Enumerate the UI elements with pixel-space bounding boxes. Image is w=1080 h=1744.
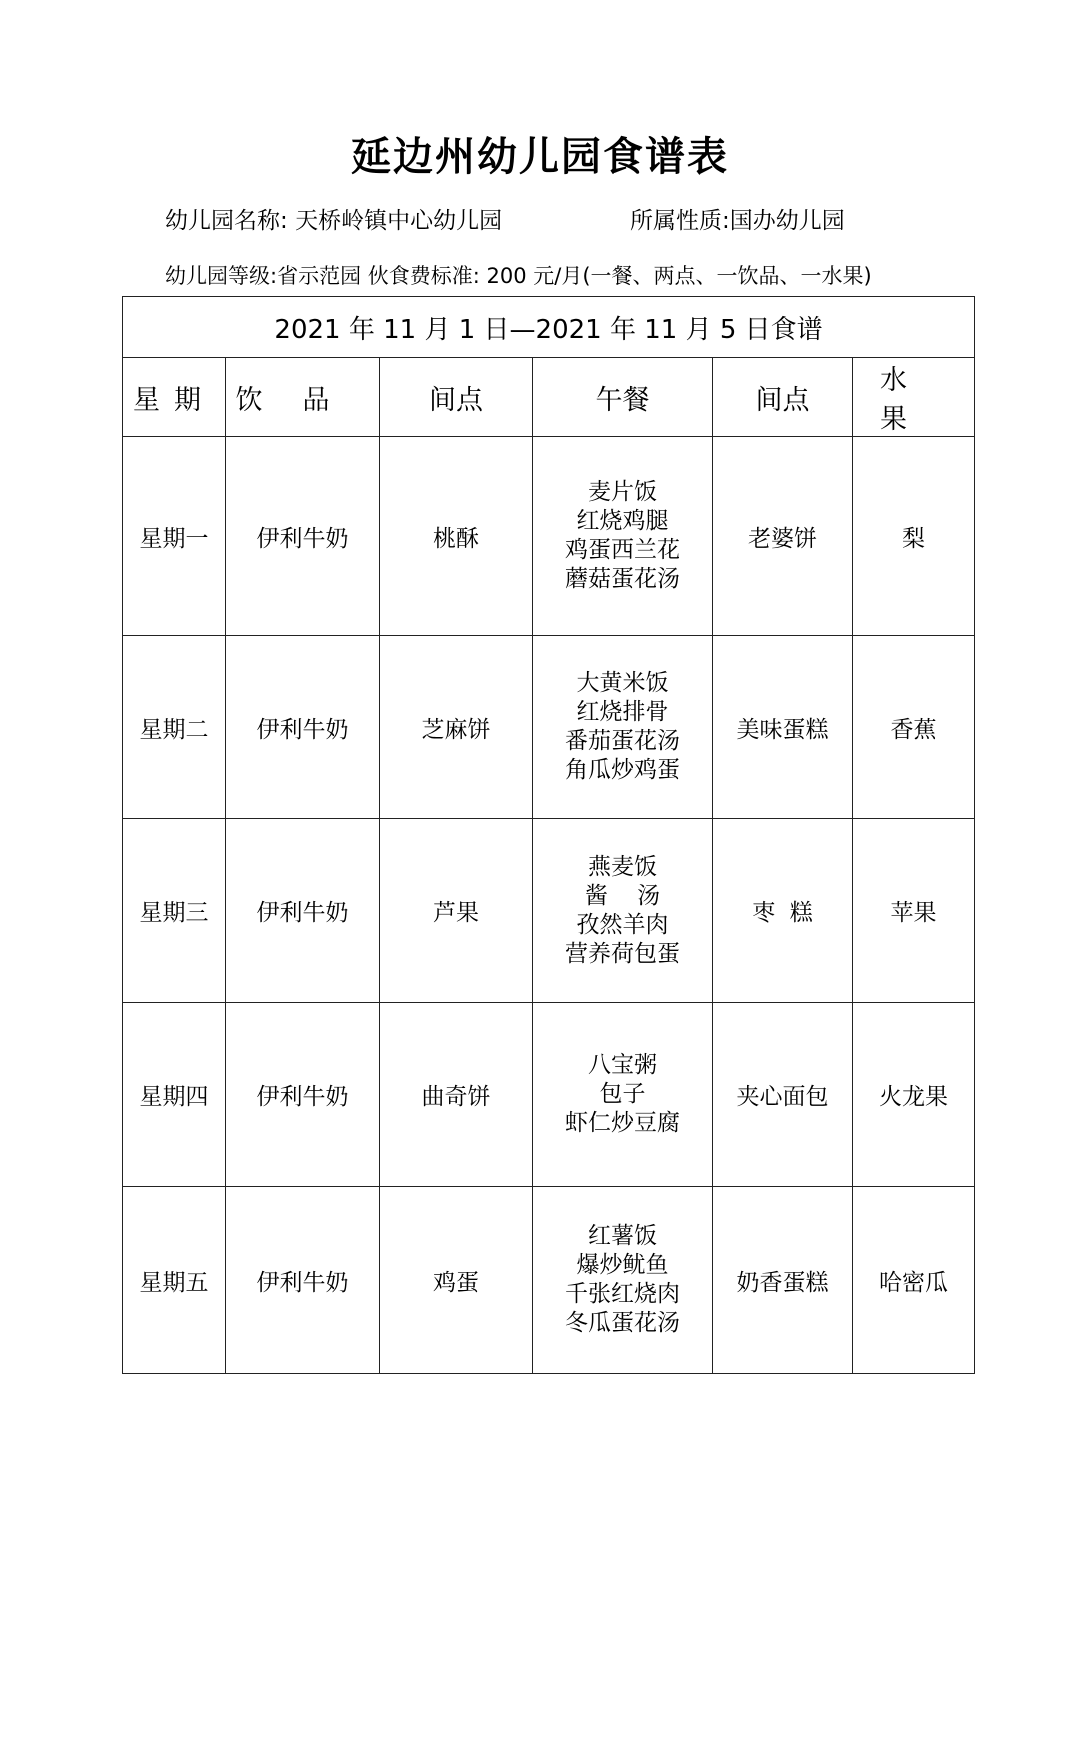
lunch-item: 千张红烧肉 — [565, 1281, 680, 1307]
drink-cell: 伊利牛奶 — [226, 819, 380, 1003]
date-range-row — [123, 297, 975, 358]
drink-cell: 伊利牛奶 — [226, 437, 380, 636]
snack-2-cell: 奶香蛋糕 — [713, 1187, 853, 1374]
snack-1-cell: 鸡蛋 — [380, 1187, 533, 1374]
page-title: 延边州幼儿园食谱表 — [351, 134, 729, 180]
day-cell: 星期一 — [123, 437, 226, 636]
lunch-cell — [533, 819, 713, 1003]
day-cell: 星期三 — [123, 819, 226, 1003]
header-fruit: 水果 — [853, 358, 975, 437]
drink-cell: 伊利牛奶 — [226, 636, 380, 819]
kindergarten-grade-fee: 幼儿园等级:省示范园 伙食费标准: 200 元/月(一餐、两点、一饮品、一水果) — [165, 264, 872, 288]
day-cell: 星期二 — [123, 636, 226, 819]
drink-cell: 伊利牛奶 — [226, 1003, 380, 1187]
kindergarten-name-value: 天桥岭镇中心幼儿园 — [295, 208, 503, 234]
lunch-item: 蘑菇蛋花汤 — [565, 566, 680, 592]
lunch-item: 营养荷包蛋 — [565, 940, 680, 967]
lunch-item: 孜然羊肉 — [576, 911, 669, 938]
table-row — [123, 1187, 975, 1374]
table-row — [123, 437, 975, 636]
lunch-item: 虾仁炒豆腐 — [565, 1110, 680, 1136]
lunch-cell — [533, 1003, 713, 1187]
fruit-cell: 香蕉 — [853, 636, 975, 819]
fruit-cell: 梨 — [853, 437, 975, 636]
header-snack-2: 间点 — [713, 358, 853, 437]
header-drink: 饮品 — [226, 358, 380, 437]
fruit-cell: 苹果 — [853, 819, 975, 1003]
lunch-item: 冬瓜蛋花汤 — [565, 1310, 680, 1336]
lunch-item: 燕麦饭 — [588, 853, 657, 880]
snack-1-cell: 桃酥 — [380, 437, 533, 636]
day-cell: 星期四 — [123, 1003, 226, 1187]
table-row — [123, 1003, 975, 1187]
snack-2-cell: 老婆饼 — [713, 437, 853, 636]
header-snack-1: 间点 — [380, 358, 533, 437]
lunch-item: 红烧鸡腿 — [576, 508, 669, 534]
menu-table — [122, 296, 975, 1374]
snack-1-cell: 曲奇饼 — [380, 1003, 533, 1187]
lunch-cell — [533, 636, 713, 819]
lunch-item: 酱 汤 — [584, 882, 661, 909]
date-range: 2021 年 11 月 1 日—2021 年 11 月 5 日食谱 — [123, 297, 975, 358]
lunch-item: 红薯饭 — [588, 1223, 657, 1249]
snack-2-cell: 夹心面包 — [713, 1003, 853, 1187]
kindergarten-name — [165, 202, 502, 235]
lunch-item: 角瓜炒鸡蛋 — [565, 757, 680, 783]
snack-2-cell: 枣 糕 — [713, 819, 853, 1003]
lunch-cell — [533, 1187, 713, 1374]
lunch-item: 番茄蛋花汤 — [565, 728, 680, 754]
kindergarten-name-label: 幼儿园名称: — [165, 208, 288, 234]
lunch-item: 鸡蛋西兰花 — [565, 537, 680, 563]
snack-1-cell: 芦果 — [380, 819, 533, 1003]
header-day: 星期 — [123, 358, 226, 437]
lunch-item: 红烧排骨 — [576, 699, 669, 725]
lunch-cell — [533, 437, 713, 636]
fruit-cell: 火龙果 — [853, 1003, 975, 1187]
lunch-item: 麦片饭 — [588, 479, 657, 505]
lunch-item: 爆炒鱿鱼 — [576, 1252, 669, 1278]
drink-cell: 伊利牛奶 — [226, 1187, 380, 1374]
kindergarten-nature: 所属性质:国办幼儿园 — [630, 208, 845, 234]
lunch-item: 八宝粥 — [588, 1052, 657, 1078]
header-lunch: 午餐 — [533, 358, 713, 437]
day-cell: 星期五 — [123, 1187, 226, 1374]
table-row — [123, 819, 975, 1003]
table-row — [123, 636, 975, 819]
snack-1-cell: 芝麻饼 — [380, 636, 533, 819]
header-row — [123, 358, 975, 437]
snack-2-cell: 美味蛋糕 — [713, 636, 853, 819]
lunch-item: 包子 — [599, 1081, 646, 1107]
lunch-item: 大黄米饭 — [576, 670, 669, 696]
fruit-cell: 哈密瓜 — [853, 1187, 975, 1374]
